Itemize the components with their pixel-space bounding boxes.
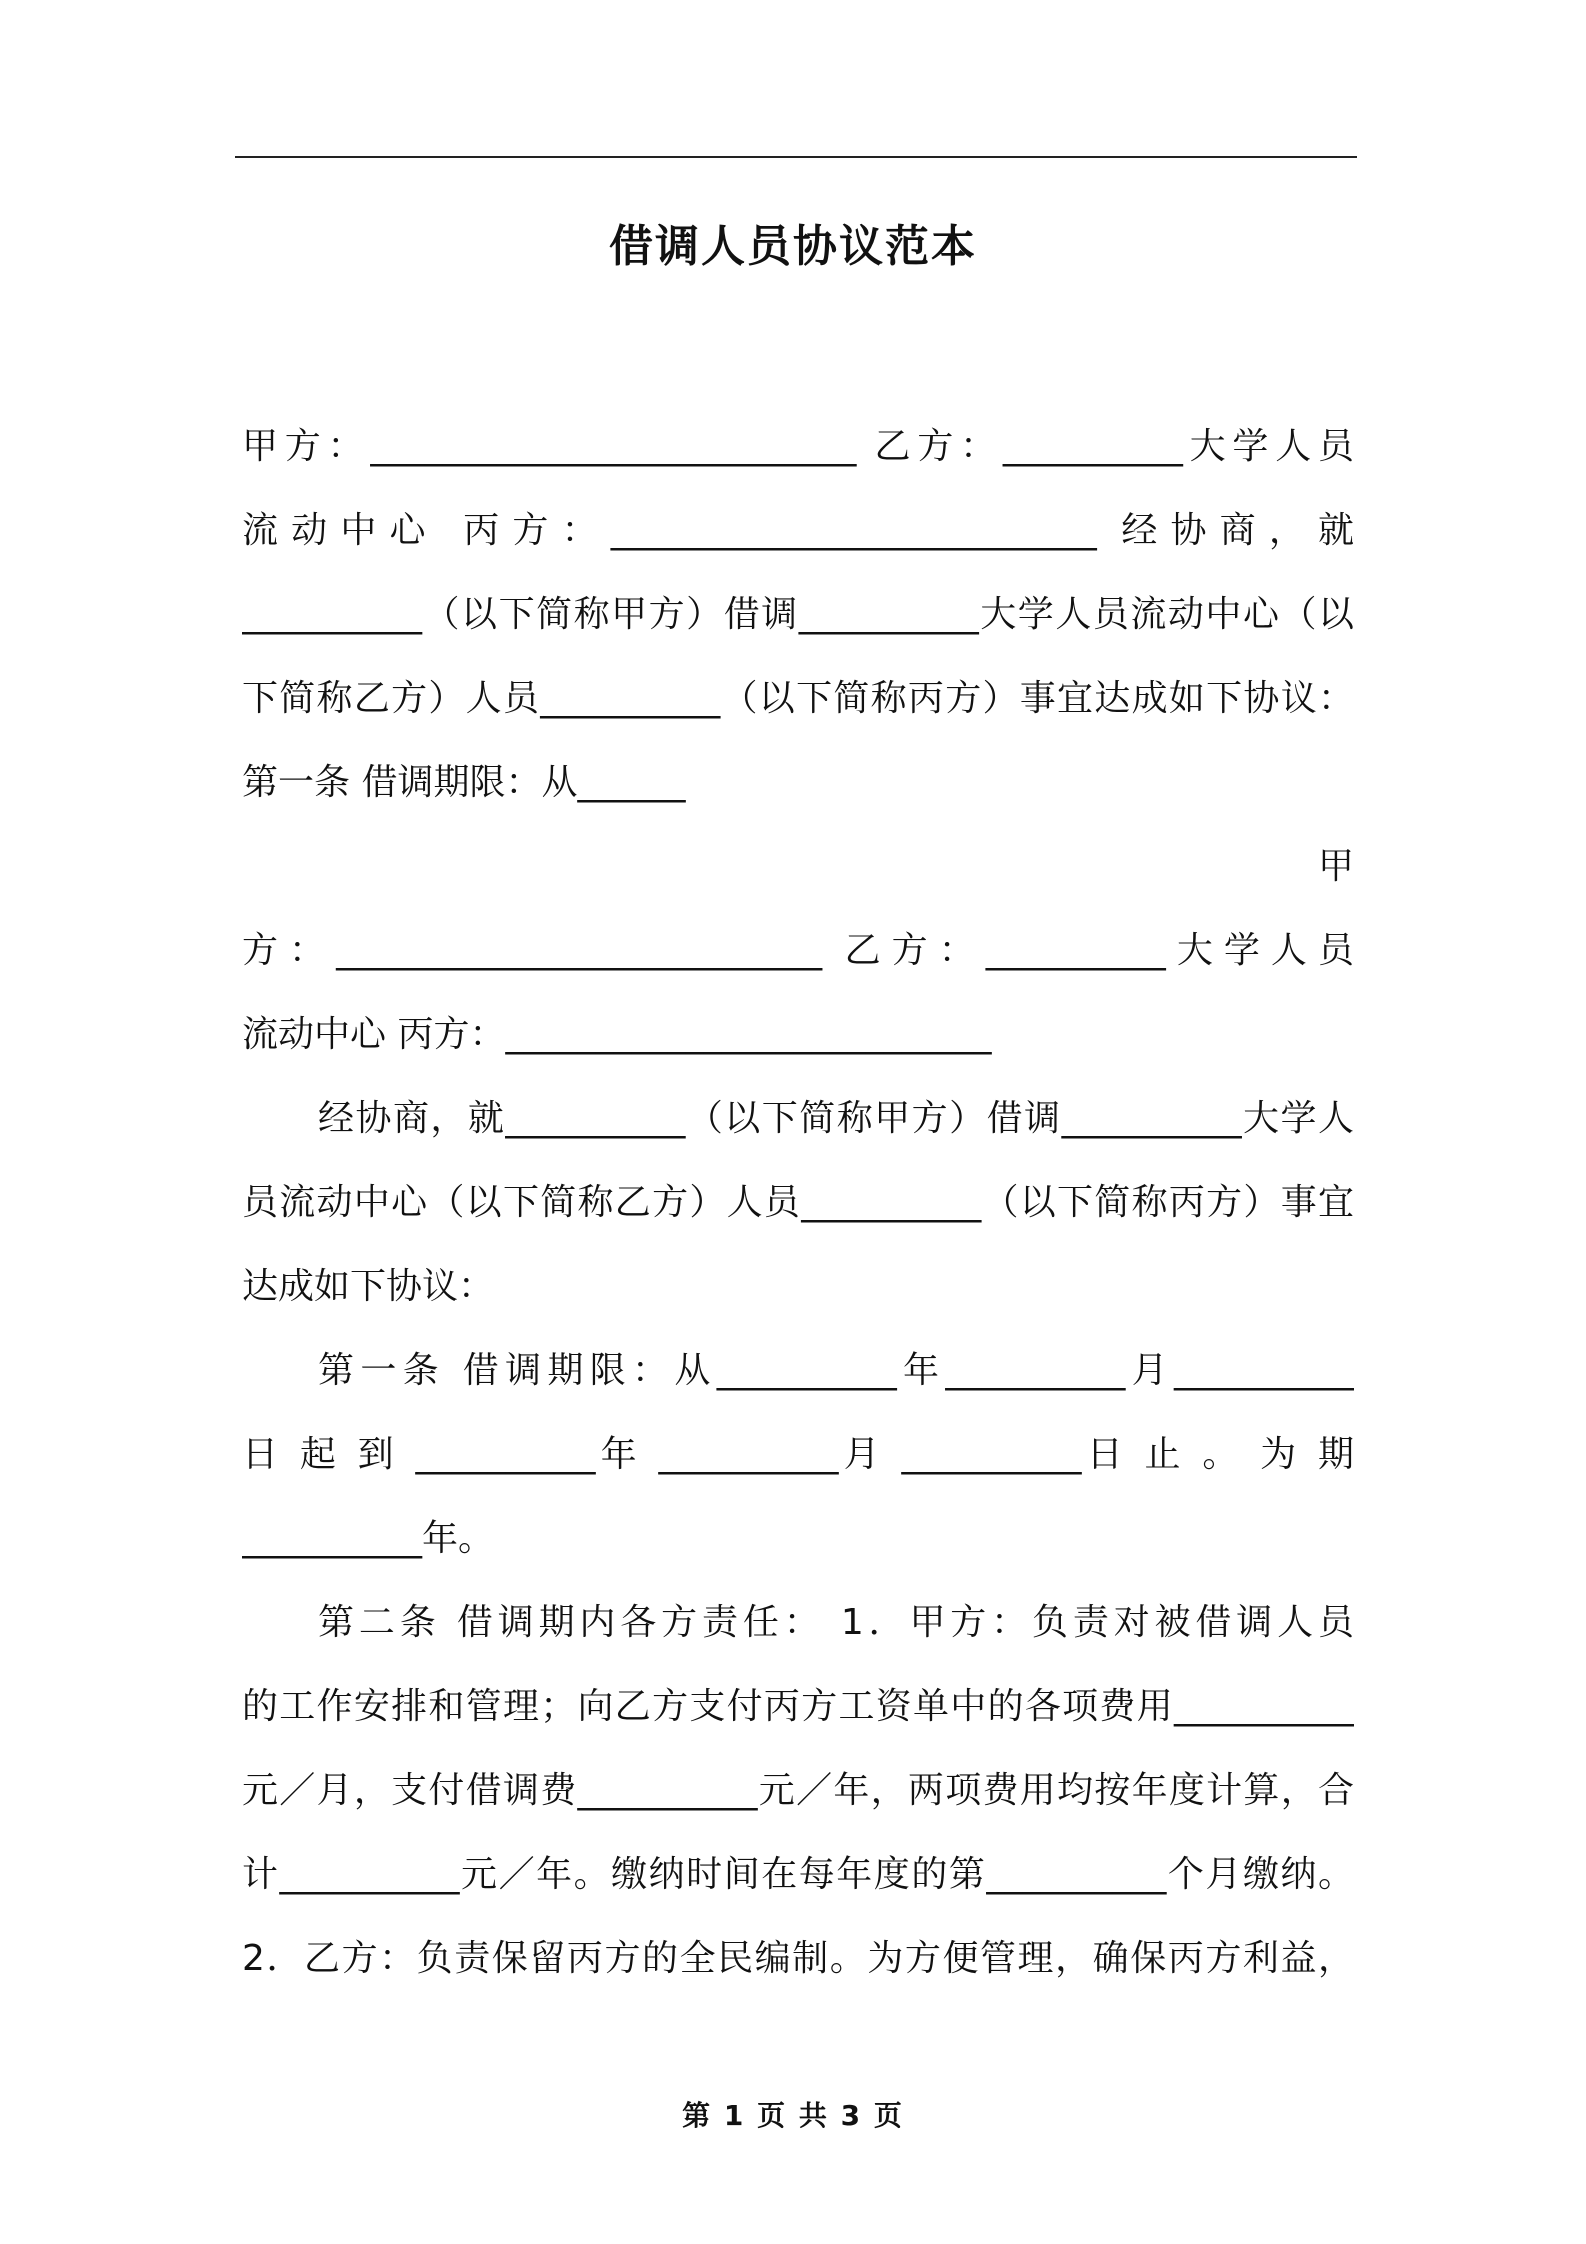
- document-title: 借调人员协议范本: [609, 221, 977, 272]
- body-line: 第一条 借调期限：从__________年__________月__________: [318, 1350, 1354, 1391]
- body-line: 员流动中心（以下简称乙方）人员__________（以下简称丙方）事宜: [242, 1182, 1354, 1223]
- body-line: 的工作安排和管理；向乙方支付丙方工资单中的各项费用__________: [242, 1686, 1354, 1727]
- body-line: 流动中心 丙方：___________________________: [242, 1014, 992, 1055]
- body-line: 达成如下协议：: [242, 1266, 495, 1307]
- body-line: 第二条 借调期内各方责任： 1．甲方：负责对被借调人员: [318, 1602, 1354, 1643]
- body-line: 计__________元／年。缴纳时间在每年度的第__________个月缴纳。: [242, 1854, 1354, 1895]
- body-line: 日 起 到 __________年 __________月 __________日 止 。 为 期: [242, 1434, 1354, 1475]
- body-line: 流动中心 丙方：___________________________ 经协商，就: [242, 510, 1354, 551]
- body-line: 甲: [1317, 846, 1354, 887]
- document-body: [242, 405, 1354, 2001]
- header-rule: [235, 156, 1357, 158]
- body-line: __________（以下简称甲方）借调__________大学人员流动中心（以: [242, 594, 1354, 635]
- body-line: 经协商，就__________（以下简称甲方）借调__________大学人: [318, 1098, 1354, 1139]
- page-footer: 第 1 页 共 3 页: [682, 2099, 904, 2132]
- body-line: 第一条 借调期限：从______: [242, 762, 686, 803]
- body-line: 元／月，支付借调费__________元／年，两项费用均按年度计算，合: [242, 1770, 1354, 1811]
- body-line: __________年。: [242, 1518, 495, 1559]
- body-line: 方：___________________________ 乙方：__________大学人员: [242, 930, 1354, 971]
- body-line: 2．乙方：负责保留丙方的全民编制。为方便管理，确保丙方利益，: [242, 1938, 1354, 1979]
- body-line: 下简称乙方）人员__________（以下简称丙方）事宜达成如下协议：: [242, 678, 1354, 719]
- body-line: 甲方：___________________________ 乙方：__________大学人员: [242, 426, 1354, 467]
